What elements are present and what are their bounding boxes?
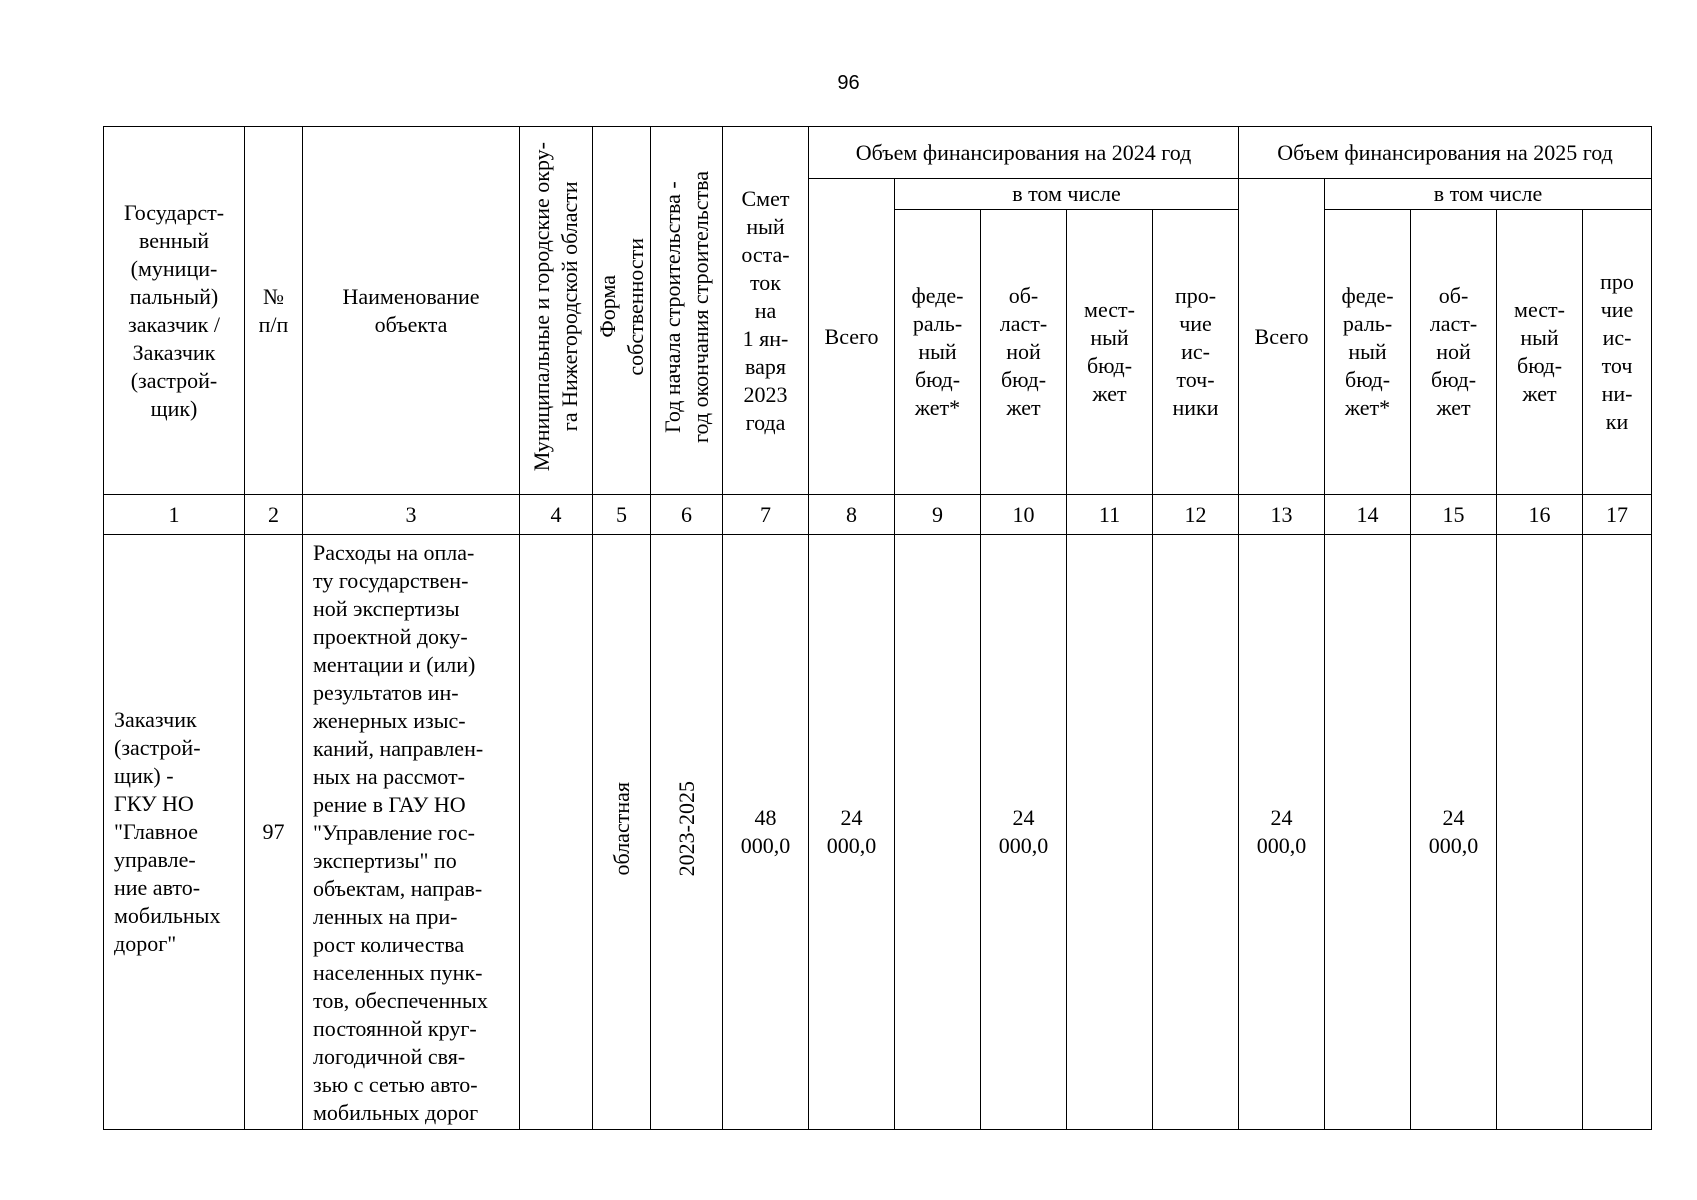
header-municipal-district	[520, 127, 593, 495]
header-local-2024-text: мест- ный бюд- жет	[1084, 297, 1135, 406]
row-federal-2025	[1325, 535, 1411, 1130]
header-total-2024: Всего	[809, 179, 895, 495]
row-federal-2024	[895, 535, 981, 1130]
row-estimated-remainder-text: 48 000,0	[740, 805, 791, 858]
header-estimated-remainder-text: Смет ный оста- ток на 1 ян- варя 2023 года	[741, 185, 790, 435]
row-customer	[104, 535, 245, 1130]
table-row	[104, 535, 1652, 1130]
row-municipal-district	[520, 535, 593, 1130]
row-number: 97	[245, 535, 303, 1130]
header-municipal-district-text: Муниципальные и городские окру- га Нижегородской области	[529, 142, 582, 472]
header-local-2024	[1067, 210, 1153, 495]
row-ownership-form	[593, 535, 651, 1130]
header-federal-2024	[895, 210, 981, 495]
column-number: 5	[593, 495, 651, 535]
header-federal-2025	[1325, 210, 1411, 495]
header-regional-2024-text: об- ласт- ной бюд- жет	[999, 283, 1048, 420]
row-ownership-form-text: областная	[608, 781, 634, 876]
header-other-2024	[1153, 210, 1239, 495]
header-other-2024-text: про- чие ис- точ- ники	[1172, 283, 1219, 420]
header-construction-years	[651, 127, 723, 495]
column-number: 17	[1583, 495, 1652, 535]
header-funding-2025: Объем финансирования на 2025 год	[1239, 127, 1652, 179]
row-local-2024	[1067, 535, 1153, 1130]
row-customer-text: Заказчик (застрой- щик) - ГКУ НО "Главное управле- ние авто- мобильных дорог"	[114, 707, 221, 956]
header-object-name-text: Наименование объекта	[342, 283, 480, 337]
row-total-2025	[1239, 535, 1325, 1130]
row-regional-2024-text: 24 000,0	[998, 805, 1049, 858]
column-number: 6	[651, 495, 723, 535]
header-including-2024: в том числе	[895, 179, 1239, 210]
row-regional-2025-text: 24 000,0	[1428, 805, 1479, 858]
column-number: 14	[1325, 495, 1411, 535]
row-construction-years	[651, 535, 723, 1130]
column-number: 8	[809, 495, 895, 535]
header-number-text: № п/п	[258, 283, 289, 337]
page-number: 96	[837, 72, 860, 94]
header-total-2025: Всего	[1239, 179, 1325, 495]
column-number: 15	[1411, 495, 1497, 535]
row-regional-2024	[981, 535, 1067, 1130]
column-number: 10	[981, 495, 1067, 535]
header-federal-2024-text: феде- раль- ный бюд- жет*	[911, 283, 964, 420]
column-number: 16	[1497, 495, 1583, 535]
row-regional-2025	[1411, 535, 1497, 1130]
row-other-2025	[1583, 535, 1652, 1130]
header-row-1	[104, 127, 1652, 179]
header-other-2025-text: про чие ис- точ ни- ки	[1600, 269, 1634, 434]
column-number: 9	[895, 495, 981, 535]
row-other-2024	[1153, 535, 1239, 1130]
row-construction-years-text: 2023-2025	[673, 780, 699, 877]
header-other-2025	[1583, 210, 1652, 495]
row-total-2024-text: 24 000,0	[826, 805, 877, 858]
row-estimated-remainder	[723, 535, 809, 1130]
header-federal-2025-text: феде- раль- ный бюд- жет*	[1341, 283, 1394, 420]
column-number: 4	[520, 495, 593, 535]
header-regional-2024	[981, 210, 1067, 495]
header-number	[245, 127, 303, 495]
column-number: 11	[1067, 495, 1153, 535]
row-total-2025-text: 24 000,0	[1256, 805, 1307, 858]
header-ownership-form-text: Форма собственности	[594, 238, 648, 376]
header-local-2025-text: мест- ный бюд- жет	[1514, 297, 1565, 406]
column-number: 3	[303, 495, 520, 535]
header-customer	[104, 127, 245, 495]
header-regional-2025-text: об- ласт- ной бюд- жет	[1429, 283, 1478, 420]
row-total-2024	[809, 535, 895, 1130]
budget-table	[103, 126, 1652, 1130]
header-regional-2025	[1411, 210, 1497, 495]
header-local-2025	[1497, 210, 1583, 495]
header-construction-years-text: Год начала строительства - год окончания строительства	[659, 171, 713, 443]
header-customer-text: Государст- венный (муници- пальный) заказчик / Заказчик (застрой- щик)	[123, 199, 225, 421]
column-number: 2	[245, 495, 303, 535]
header-funding-2024: Объем финансирования на 2024 год	[809, 127, 1239, 179]
column-number: 1	[104, 495, 245, 535]
header-including-2025: в том числе	[1325, 179, 1652, 210]
header-object-name	[303, 127, 520, 495]
column-numbers-row	[104, 495, 1652, 535]
row-local-2025	[1497, 535, 1583, 1130]
column-number: 13	[1239, 495, 1325, 535]
row-object-name-text: Расходы на опла- ту государствен- ной экспертизы проектной доку- ментации и (или) результатов ин- женерных изыс- каний, направлен- ных на рассмот- рение в ГАУ НО "Управление гос- экспертизы" по объектам, направ- ленных на при- рост количества населенных пунк- тов, обеспеченных постоянной круг- логодичной свя- зью с сетью авто- мобильных дорог	[313, 540, 488, 1125]
column-number: 12	[1153, 495, 1239, 535]
header-estimated-remainder	[723, 127, 809, 495]
column-number: 7	[723, 495, 809, 535]
row-object-name	[303, 535, 520, 1130]
header-ownership-form	[593, 127, 651, 495]
